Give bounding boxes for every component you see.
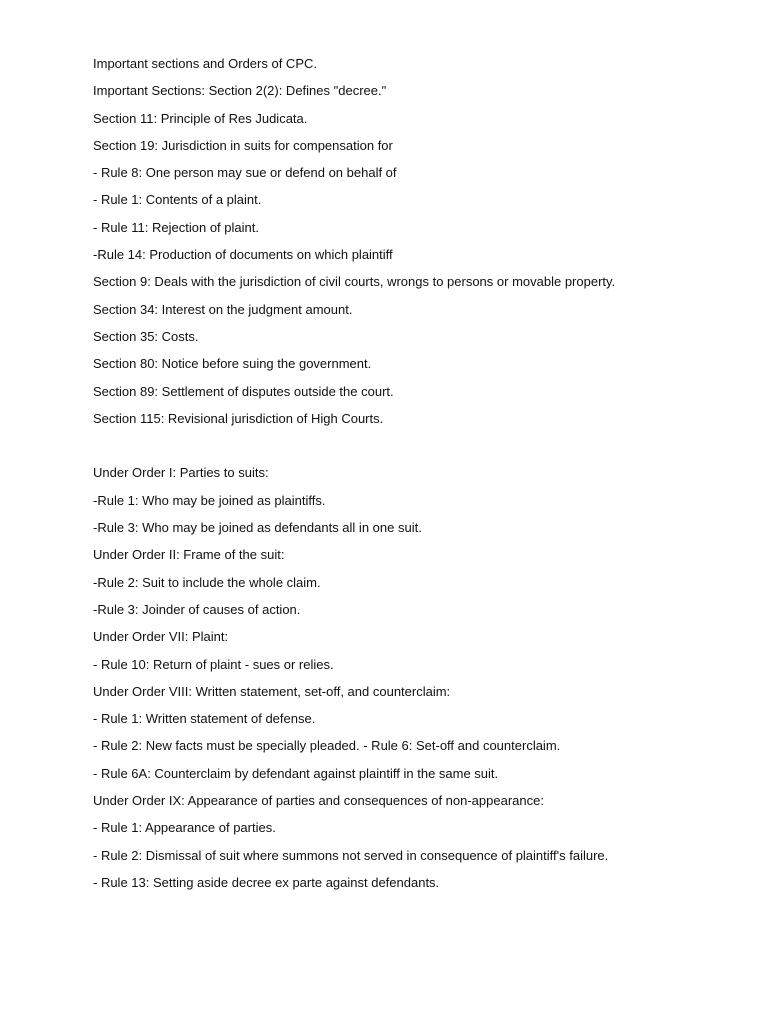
text-line: Section 11: Principle of Res Judicata. <box>93 110 308 126</box>
rule-line: - Rule 10: Return of plaint - sues or relies. <box>93 656 334 672</box>
text-line: - Rule 8: One person may sue or defend on behalf of <box>93 165 397 181</box>
rule-line: - Rule 6A: Counterclaim by defendant against plaintiff in the same suit. <box>93 765 499 781</box>
text-line: Section 35: Costs. <box>93 328 199 344</box>
rule-line: -Rule 1: Who may be joined as plaintiffs. <box>93 492 326 508</box>
rule-line: - Rule 2: Dismissal of suit where summons not served in consequence of plaintiff's failure. <box>93 847 609 863</box>
document-body <box>93 50 733 896</box>
rule-line: -Rule 2: Suit to include the whole claim. <box>93 574 321 590</box>
order-heading: Under Order IX: Appearance of parties and consequences of non-appearance: <box>93 793 544 809</box>
text-line: Section 115: Revisional jurisdiction of High Courts. <box>93 410 384 426</box>
order-heading: Under Order VIII: Written statement, set-off, and counterclaim: <box>93 683 451 699</box>
text-line: - Rule 11: Rejection of plaint. <box>93 219 259 235</box>
text-line: - Rule 1: Contents of a plaint. <box>93 192 262 208</box>
rule-line: -Rule 3: Who may be joined as defendants all in one suit. <box>93 520 422 536</box>
order-heading: Under Order VII: Plaint: <box>93 629 229 645</box>
blank-line <box>93 432 733 459</box>
text-line: Section 80: Notice before suing the government. <box>93 356 372 372</box>
text-line: Section 34: Interest on the judgment amount. <box>93 301 353 317</box>
text-line: Section 9: Deals with the jurisdiction of civil courts, wrongs to persons or movable property. <box>93 274 616 290</box>
rule-line: - Rule 13: Setting aside decree ex parte against defendants. <box>93 874 440 890</box>
rule-line: - Rule 1: Appearance of parties. <box>93 820 276 836</box>
order-heading: Under Order I: Parties to suits: <box>93 465 269 481</box>
rule-line: - Rule 1: Written statement of defense. <box>93 711 316 727</box>
document-title: Important sections and Orders of CPC. <box>93 56 317 71</box>
order-heading: Under Order II: Frame of the suit: <box>93 547 285 563</box>
text-line: Important Sections: Section 2(2): Defines "decree." <box>93 83 387 99</box>
text-line: Section 89: Settlement of disputes outside the court. <box>93 383 394 399</box>
rule-line: -Rule 3: Joinder of causes of action. <box>93 601 301 617</box>
rule-line: - Rule 2: New facts must be specially pleaded. - Rule 6: Set-off and counterclaim. <box>93 738 561 754</box>
text-line: -Rule 14: Production of documents on which plaintiff <box>93 247 393 263</box>
text-line: Section 19: Jurisdiction in suits for compensation for <box>93 137 393 153</box>
